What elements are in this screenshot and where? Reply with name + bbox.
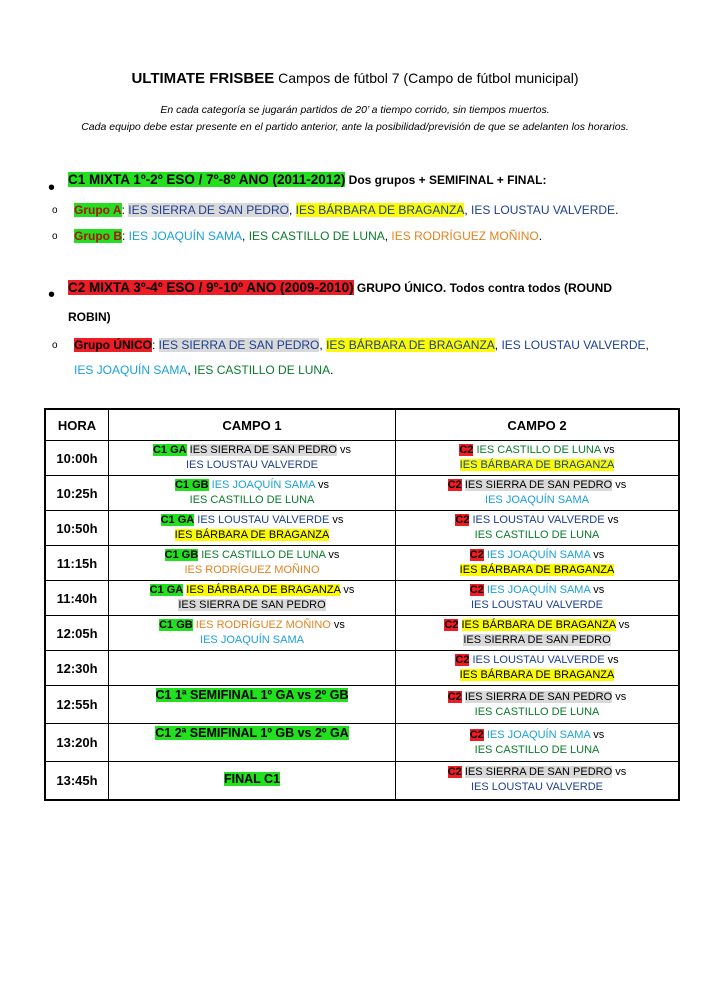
title-bold: ULTIMATE FRISBEE bbox=[131, 70, 275, 87]
time-cell: 12:05h bbox=[45, 616, 109, 651]
team: IES JOAQUÍN SAMA bbox=[485, 494, 589, 506]
vs: vs bbox=[340, 584, 355, 596]
time-cell: 11:15h bbox=[45, 546, 109, 581]
team: IES JOAQUÍN SAMA bbox=[74, 363, 188, 377]
vs: vs bbox=[590, 728, 605, 741]
team: IES JOAQUÍN SAMA bbox=[486, 584, 591, 596]
team: IES LOUSTAU VALVERDE bbox=[472, 514, 605, 526]
match-tag: C1 GB bbox=[164, 549, 199, 561]
match-tag: C2 bbox=[469, 584, 484, 596]
table-row bbox=[45, 441, 679, 476]
team: IES LOUSTAU VALVERDE bbox=[185, 459, 319, 471]
team: IES BÁRBARA DE BRAGANZA bbox=[174, 529, 330, 541]
time-cell: 13:45h bbox=[45, 762, 109, 800]
team: IES BÁRBARA DE BRAGANZA bbox=[459, 564, 615, 576]
campo-2-cell bbox=[396, 616, 680, 651]
team: IES JOAQUÍN SAMA bbox=[211, 479, 315, 491]
c1-heading bbox=[68, 172, 546, 187]
c2-heading bbox=[68, 280, 612, 295]
campo-1-cell bbox=[109, 686, 396, 724]
match-tag: C1 GB bbox=[159, 619, 193, 631]
match-tag: C2 bbox=[447, 690, 462, 703]
table-row bbox=[45, 581, 679, 616]
title-rest: Campos de fútbol 7 (Campo de fútbol municipal) bbox=[274, 70, 579, 86]
vs: vs bbox=[600, 444, 615, 456]
bullet-c2: • bbox=[48, 284, 56, 306]
table-row bbox=[45, 724, 679, 762]
table-row bbox=[45, 511, 679, 546]
table-row bbox=[45, 546, 679, 581]
match-tag: C1 GA bbox=[152, 444, 187, 456]
circle-bullet-ga: o bbox=[52, 205, 58, 216]
team: IES SIERRA DE SAN PEDRO bbox=[464, 766, 613, 779]
table-row bbox=[45, 476, 679, 511]
match-tag: C1 GA bbox=[160, 514, 195, 526]
schedule-table bbox=[44, 408, 680, 801]
team: IES LOUSTAU VALVERDE bbox=[471, 203, 616, 217]
bullet-c1: • bbox=[48, 177, 56, 199]
c2-label: C2 MIXTA 3º-4º ESO / 9º-10º ANO (2009-2010) bbox=[68, 280, 354, 295]
team: IES CASTILLO DE LUNA bbox=[189, 494, 315, 506]
team: IES CASTILLO DE LUNA bbox=[248, 229, 385, 243]
vs: vs bbox=[604, 654, 619, 666]
team: IES SIERRA DE SAN PEDRO bbox=[464, 479, 613, 491]
team: IES SIERRA DE SAN PEDRO bbox=[178, 599, 326, 611]
vs: vs bbox=[336, 444, 352, 456]
vs: vs bbox=[612, 690, 627, 703]
team: IES RODRÍGUEZ MOÑINO bbox=[391, 229, 539, 243]
team: IES JOAQUÍN SAMA bbox=[128, 229, 243, 243]
c1-label: C1 MIXTA 1º-2º ESO / 7º-8º ANO (2011-2012) bbox=[68, 172, 346, 187]
match-tag: C2 bbox=[459, 444, 474, 456]
time-cell: 13:20h bbox=[45, 724, 109, 762]
final-c1: FINAL C1 bbox=[223, 772, 281, 787]
team: IES SIERRA DE SAN PEDRO bbox=[464, 690, 613, 703]
table-row bbox=[45, 686, 679, 724]
time-cell: 12:30h bbox=[45, 651, 109, 686]
note-line-1: En cada categoría se jugarán partidos de 20’ a tiempo corrido, sin tiempos muertos. bbox=[160, 104, 550, 116]
table-row bbox=[45, 651, 679, 686]
campo-1-cell bbox=[109, 546, 396, 581]
campo-2-cell bbox=[396, 762, 680, 800]
vs: vs bbox=[590, 584, 605, 596]
team: IES BÁRBARA DE BRAGANZA bbox=[461, 619, 616, 631]
team: IES CASTILLO DE LUNA bbox=[194, 363, 331, 377]
team: IES SIERRA DE SAN PEDRO bbox=[189, 444, 337, 456]
vs: vs bbox=[604, 514, 619, 526]
team: IES LOUSTAU VALVERDE bbox=[470, 599, 604, 611]
campo-1-cell bbox=[109, 511, 396, 546]
c2-format-1: GRUPO ÚNICO. Todos contra todos (ROUND bbox=[353, 281, 613, 295]
vs: vs bbox=[314, 479, 330, 491]
c1-group-b: Grupo B: IES JOAQUÍN SAMA, IES CASTILLO DE LUNA, IES RODRÍGUEZ MOÑINO. bbox=[74, 229, 543, 243]
group-b-label: Grupo B bbox=[74, 229, 122, 243]
circle-bullet-gb: o bbox=[52, 231, 58, 242]
vs: vs bbox=[612, 766, 627, 779]
match-tag: C2 bbox=[469, 728, 484, 741]
campo-1-cell-empty bbox=[109, 651, 396, 686]
team: IES JOAQUÍN SAMA bbox=[200, 634, 304, 646]
team: IES JOAQUÍN SAMA bbox=[486, 728, 591, 741]
table-row bbox=[45, 762, 679, 800]
team: IES CASTILLO DE LUNA bbox=[476, 444, 601, 456]
team: IES CASTILLO DE LUNA bbox=[474, 743, 600, 756]
team: IES LOUSTAU VALVERDE bbox=[470, 781, 604, 794]
table-header-row bbox=[45, 409, 679, 441]
match-tag: C1 GA bbox=[149, 584, 184, 596]
c2-group-line-2: IES JOAQUÍN SAMA, IES CASTILLO DE LUNA. bbox=[74, 363, 334, 377]
match-tag: C2 bbox=[444, 619, 459, 631]
campo-2-cell bbox=[396, 724, 680, 762]
circle-bullet-gu: o bbox=[52, 340, 58, 351]
campo-1-cell bbox=[109, 581, 396, 616]
c2-format-2: ROBIN) bbox=[68, 310, 111, 324]
team: IES LOUSTAU VALVERDE bbox=[501, 338, 646, 352]
time-cell: 11:40h bbox=[45, 581, 109, 616]
vs: vs bbox=[612, 479, 627, 491]
match-tag: C2 bbox=[455, 514, 470, 526]
campo-2-cell bbox=[396, 511, 680, 546]
campo-2-cell bbox=[396, 546, 680, 581]
team: IES BÁRBARA DE BRAGANZA bbox=[295, 203, 465, 217]
header-campo-2: CAMPO 2 bbox=[396, 409, 680, 441]
team: IES CASTILLO DE LUNA bbox=[201, 549, 326, 561]
header-campo-1: CAMPO 1 bbox=[109, 409, 396, 441]
match-tag: C1 GB bbox=[174, 479, 209, 491]
campo-1-cell bbox=[109, 441, 396, 476]
group-a-label: Grupo A bbox=[74, 203, 122, 217]
team: IES RODRÍGUEZ MOÑINO bbox=[195, 619, 331, 631]
time-cell: 10:00h bbox=[45, 441, 109, 476]
team: IES SIERRA DE SAN PEDRO bbox=[463, 634, 611, 646]
time-cell: 12:55h bbox=[45, 686, 109, 724]
team: IES SIERRA DE SAN PEDRO bbox=[158, 338, 320, 352]
team: IES BÁRBARA DE BRAGANZA bbox=[459, 459, 615, 471]
time-cell: 10:50h bbox=[45, 511, 109, 546]
semifinal-2: C1 2ª SEMIFINAL 1º GB vs 2º GA bbox=[155, 726, 349, 740]
note-line-2: Cada equipo debe estar presente en el partido anterior, ante la posibilidad/previsión de que se adelanten los horarios. bbox=[81, 121, 629, 133]
campo-2-cell bbox=[396, 441, 680, 476]
campo-2-cell bbox=[396, 651, 680, 686]
group-unico-label: Grupo ÚNICO bbox=[74, 338, 152, 352]
campo-1-cell bbox=[109, 616, 396, 651]
team: IES LOUSTAU VALVERDE bbox=[472, 654, 605, 666]
page-title bbox=[0, 70, 710, 87]
header-hora: HORA bbox=[45, 409, 109, 441]
table-row bbox=[45, 616, 679, 651]
campo-2-cell bbox=[396, 686, 680, 724]
team: IES SIERRA DE SAN PEDRO bbox=[128, 203, 289, 217]
match-tag: C2 bbox=[447, 479, 462, 491]
campo-1-cell bbox=[109, 762, 396, 800]
c1-group-a: Grupo A: IES SIERRA DE SAN PEDRO, IES BÁRBARA DE BRAGANZA, IES LOUSTAU VALVERDE. bbox=[74, 203, 619, 217]
team: IES BÁRBARA DE BRAGANZA bbox=[326, 338, 495, 352]
team: IES CASTILLO DE LUNA bbox=[474, 705, 600, 718]
vs: vs bbox=[615, 619, 630, 631]
campo-1-cell bbox=[109, 476, 396, 511]
c2-group-line-1: Grupo ÚNICO: IES SIERRA DE SAN PEDRO, IES BÁRBARA DE BRAGANZA, IES LOUSTAU VALVERDE, bbox=[74, 338, 649, 352]
match-tag: C2 bbox=[455, 654, 470, 666]
match-tag: C2 bbox=[447, 766, 462, 779]
team: IES BÁRBARA DE BRAGANZA bbox=[186, 584, 341, 596]
campo-2-cell bbox=[396, 476, 680, 511]
time-cell: 10:25h bbox=[45, 476, 109, 511]
team: IES BÁRBARA DE BRAGANZA bbox=[459, 669, 615, 681]
match-tag: C2 bbox=[469, 549, 484, 561]
team: IES RODRÍGUEZ MOÑINO bbox=[184, 564, 320, 576]
c1-format: Dos grupos + SEMIFINAL + FINAL: bbox=[345, 173, 547, 187]
semifinal-1: C1 1ª SEMIFINAL 1º GA vs 2º GB bbox=[155, 688, 349, 702]
vs: vs bbox=[330, 619, 345, 631]
team: IES JOAQUÍN SAMA bbox=[486, 549, 591, 561]
vs: vs bbox=[329, 514, 344, 526]
vs: vs bbox=[590, 549, 605, 561]
team: IES LOUSTAU VALVERDE bbox=[197, 514, 330, 526]
team: IES CASTILLO DE LUNA bbox=[474, 529, 600, 541]
campo-2-cell bbox=[396, 581, 680, 616]
campo-1-cell bbox=[109, 724, 396, 762]
vs: vs bbox=[325, 549, 340, 561]
